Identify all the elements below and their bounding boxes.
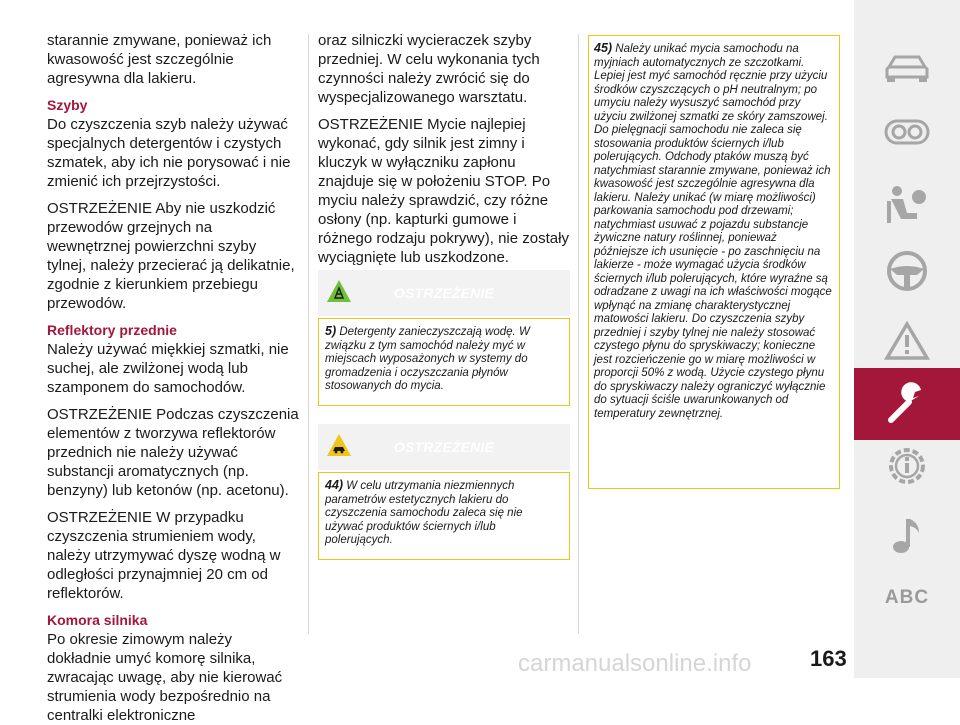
warning-content-column-3: [588, 35, 840, 489]
sidebar-item-driving[interactable]: [854, 236, 960, 306]
warning-text: Detergenty zanieczyszczają wodę. W związku z tym samochód należy myć w miejscach wyposażonych w systemy do gromadzenia i oczyszczania płynów stosowanych do mycia.: [325, 326, 530, 392]
section-heading-engine: Komora silnika: [47, 612, 148, 628]
steering-wheel-icon: [885, 249, 929, 293]
music-note-icon: [889, 513, 925, 557]
paragraph: oraz silniczki wycieraczek szyby przedniej. W celu wykonania tych czynności należy zwrócić się do wyspecjalizowanego warsztatu.: [318, 32, 540, 106]
warning-title: OSTRZEŻENIE: [393, 285, 495, 301]
car-paint-warning-icon: [326, 433, 352, 462]
note-number: 5): [325, 324, 337, 338]
column-divider: [308, 34, 309, 634]
sidebar-item-multimedia[interactable]: [854, 500, 960, 570]
column-divider: [578, 34, 579, 634]
airbag-seat-icon: [883, 183, 931, 227]
paragraph: starannie zmywane, ponieważ ich kwasowość jest szczególnie agresywna dla lakieru.: [47, 32, 272, 87]
sidebar-item-emergency[interactable]: [854, 306, 960, 376]
dashboard-icon: [883, 116, 931, 148]
paragraph: OSTRZEŻENIE Podczas czyszczenia elementów z tworzywa reflektorów przednich nie należy używać substancji aromatycznych (np. benzyny) lub ketonów (np. acetonu).: [47, 406, 299, 499]
sidebar-item-car[interactable]: [854, 32, 960, 102]
text-column-2: [318, 31, 570, 267]
warning-header: [318, 424, 570, 470]
warning-title: OSTRZEŻENIE: [393, 439, 495, 455]
warning-content: [318, 472, 570, 560]
wrench-icon: [883, 380, 931, 428]
sidebar-item-technical-data[interactable]: [854, 431, 960, 501]
environment-warning-icon: [326, 279, 352, 308]
sidebar-item-index[interactable]: [854, 563, 960, 633]
paragraph: OSTRZEŻENIE Aby nie uszkodzić przewodów grzejnych na wewnętrznej powierzchni szyby tylnej, należy przecierać ją delikatnie, zgodnie z kierunkiem przebiegu przewodów.: [47, 200, 295, 312]
section-heading-headlights: Reflektory przednie: [47, 322, 177, 338]
watermark: carmanualsonline.info: [518, 650, 752, 677]
paragraph: Należy używać miękkiej szmatki, nie suchej, ale zwilżonej wodą lub szamponem do samochodów.: [47, 341, 289, 396]
warning-text: W celu utrzymania niezmiennych parametrów estetycznych lakieru do czyszczenia samochodu zaleca się nie używać produktów ściernych i/lub polerujących.: [325, 480, 523, 546]
info-gear-icon: [885, 444, 929, 488]
note-number: 44): [325, 478, 344, 492]
warning-header: [318, 270, 570, 316]
page-number: 163: [810, 646, 847, 671]
warning-triangle-icon: [884, 321, 930, 361]
paragraph: OSTRZEŻENIE Mycie najlepiej wykonać, gdy silnik jest zimny i kluczyk w wyłączniku zapłonu znajduje się w położeniu STOP. Po myciu należy sprawdzić, czy różne osłony (np. kapturki gumowe i różnego rodzaju pokrywy), nie zostały wyciągnięte lub uszkodzone.: [318, 116, 569, 266]
chapter-sidebar: [854, 0, 960, 678]
section-heading-windows: Szyby: [47, 97, 88, 113]
warning-content: [318, 318, 570, 406]
car-icon: [883, 51, 931, 83]
warning-text: Należy unikać mycia samochodu na myjniach automatycznych ze szczotkami. Lepiej jest myć samochód ręcznie przy użyciu środków czyszczących o pH neutralnym; po umyciu należy wysuszyć samochód przy użyciu zwilżonej szmatki ze skóry zamszowej. Do pielęgnacji samochodu nie zaleca się stosowania produktów ściernych i/lub polerujących. Odchody ptaków muszą być natychmiast starannie zmywane, ponieważ ich kwasowość jest szczególnie agresywna dla lakieru. Należy unikać (w miarę możliwości) parkowania samochodu pod drzewami; natychmiast usuwać z pojazdu substancje żywiczne natury roślinnej, ponieważ późniejsze ich usunięcie - po zaschnięciu na lakierze - może wymagać użycia środków ściernych i/lub polerujących, które wyraźne są odradzane z uwagi na ich właściwości mogące wpłynąć na zmianę charakterystycznej matowości lakieru. Do czyszczenia szyby przedniej i szyby tylnej nie należy stosować czystego płynu do spryskiwaczy; konieczne jest rozcieńczenie go w miarę możliwości w proporcji 50% z wodą. Użycie czystego płynu do spryskiwaczy należy ograniczyć wyłącznie do sytuacji ściśle uwarunkowanych od temperatury zewnętrznej.: [594, 43, 832, 420]
sidebar-item-dashboard[interactable]: [854, 97, 960, 167]
text-column-1: [47, 31, 299, 725]
paragraph: Do czyszczenia szyb należy używać specjalnych detergentów i czystych szmatek, aby ich nie porysować i nie zmienić ich przejrzystości.: [47, 116, 291, 190]
sidebar-item-safety[interactable]: [854, 170, 960, 240]
note-number: 45): [594, 41, 613, 55]
paragraph: OSTRZEŻENIE W przypadku czyszczenia strumieniem wody, należy utrzymywać dyszę wodną w odległości przynajmniej 20 cm od reflektorów.: [47, 509, 281, 602]
abc-icon: ABC: [884, 587, 930, 608]
paragraph: Po okresie zimowym należy dokładnie umyć komorę silnika, zwracając uwagę, aby nie kierować strumienia wody bezpośrednio na centralki elektroniczne: [47, 631, 283, 724]
sidebar-item-maintenance[interactable]: [854, 368, 960, 440]
